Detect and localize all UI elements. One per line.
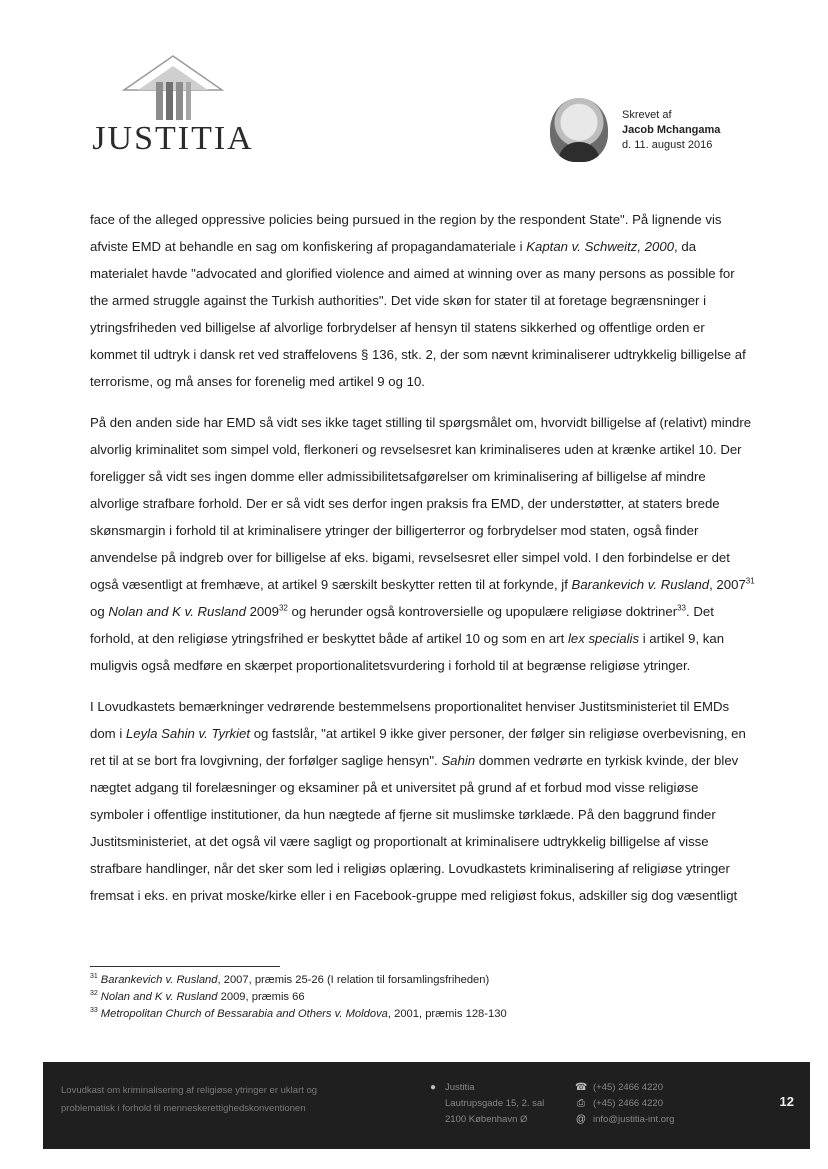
publish-date: d. 11. august 2016 <box>622 139 713 151</box>
lex-specialis-term: lex specialis <box>567 631 640 646</box>
footnote-ref[interactable]: 33 <box>677 603 687 613</box>
page-number: 12 <box>779 1094 794 1109</box>
article-body <box>90 206 755 923</box>
fax-number: (+45) 2466 4220 <box>593 1098 663 1109</box>
case-reference: Barankevich v. Rusland <box>571 577 710 592</box>
author-prefix: Skrevet af <box>622 109 672 121</box>
email-link[interactable]: info@justitia-int.org <box>593 1114 675 1125</box>
author-avatar <box>550 98 608 162</box>
logo-wordmark: JUSTITIA <box>92 120 254 157</box>
justitia-logo <box>88 52 258 162</box>
case-reference: Sahin <box>441 753 476 768</box>
footer-address: ● Justitia Lautrupsgade 15, 2. sal 2100 København Ø <box>427 1080 544 1128</box>
footnotes <box>90 972 755 1023</box>
footnote-divider <box>90 966 280 967</box>
case-reference: Kaptan v. Schweitz, 2000 <box>526 239 675 254</box>
footnote-31: $^{31}$ Barankevich v. Rusland, 2007, præmis 25-26 (I relation til forsamlingsfriheden) <box>90 973 490 986</box>
footnote-ref[interactable]: 31 <box>745 576 755 586</box>
fax-icon: ⎙ <box>577 1098 585 1109</box>
paragraph-3: I Lovudkastets bemærkninger vedrørende bestemmelsens proportionalitet henviser Justitsministeriet til EMDs dom i Leyla Sahin v. Tyrkiet og fastslår, "at artikel 9 ikke giver personer, der følger sin religiøse overbevisning, en ret til at se bort fra lovgivning, der forfølger saglige hensyn". Sahin dommen vedrørte en tyrkisk kvinde, der blev nægtet adgang til forelæsninger og eksaminer på et universitet på grund af et forbud mod visse religiøse symboler i offentlige institutioner, da hun nægtede af fjerne sit muslimske tørklæde. På den baggrund finder Justitsministeriet, at det også vil være sagligt og proportionalt at kriminalisere udtrykkelig billigelse af visse strafbare handlinger, når det sker som led i religiøs oplæring. Lovudkastets kriminalisering af religiøse ytringer fremsat i eks. en privat moske/kirke eller i en Facebook-gruppe med religiøst fokus, adskiller sig dog væsentligt <box>90 699 746 903</box>
phone-icon: ☎ <box>575 1082 588 1093</box>
footnote-32: $^{32}$ Nolan and K v. Rusland 2009, præmis 66 <box>90 990 305 1003</box>
footer-contact <box>575 1080 674 1128</box>
author-name: Jacob Mchangama <box>622 124 721 136</box>
case-reference: Nolan and K v. Rusland <box>108 604 246 619</box>
paragraph-1: face of the alleged oppressive policies being pursued in the region by the respondent State". På lignende vis afviste EMD at behandle en sag om konfiskering af propagandamateriale i Kaptan v. Schweitz, 2000, da materialet havde "advocated and glorified violence and aimed at winning over as many persons as possible for the armed struggle against the Turkish authorities". Det vide skøn for stater til at foretage begrænsninger i ytringsfriheden ved billigelse af alvorlige forbrydelser af hensyn til statens sikkerhed og offentlige orden er kommet til udtryk i dansk ret ved straffelovens § 136, stk. 2, der som nævnt kriminaliserer udtrykkelig billigelse af terrorisme, og må anses for forenelig med artikel 9 og 10. <box>90 212 746 389</box>
footnote-ref[interactable]: 32 <box>278 603 288 613</box>
email-icon: @ <box>575 1114 587 1125</box>
footnote-33: $^{33}$ Metropolitan Church of Bessarabia and Others v. Moldova, 2001, præmis 128-130 <box>90 1007 507 1020</box>
paragraph-2: På den anden side har EMD så vidt ses ikke taget stilling til spørgsmålet om, hvorvidt billigelse af (relativt) mindre alvorlig kriminalitet som simpel vold, flerkoneri og revselsesret kan kriminaliseres uden at krænke artikel 10. Der foreligger så vidt ses ingen domme eller admissibilitetsafgørelser om kriminalisering af billigelse af mindre alvorlige strafbare forhold. Der er så vidt ses derfor ingen praksis fra EMD, der understøtter, at staters brede skønsmargin i forhold til at kriminalisere ytringer der billigerterror og forbrydelser mod staten, også finder anvendelse på indgreb over for billigelse af eks. bigami, revselsesret eller simpel vold. I den forbindelse er det også væsentligt at fremhæve, at artikel 9 særskilt beskytter retten til at forkynde, jf Barankevich v. Rusland, 2007$^{31}$ og Nolan and K v. Rusland 2009$^{32}$ og herunder også kontroversielle og upopulære religiøse doktriner$^{33}$. Det forhold, at den religiøse ytringsfrihed er beskyttet både af artikel 10 og som en art lex specialis i artikel 9, kan muligvis også medføre en skærpet proportionalitetsvurdering i forhold til at begrænse religiøse ytringer. <box>90 415 755 673</box>
footer-article-title: Lovudkast om kriminalisering af religiøse ytringer er uklart og problematisk i forhold til menneskerettighedskonventionen <box>61 1085 318 1114</box>
pillar-emblem-icon <box>118 52 228 122</box>
location-pin-icon: ● <box>429 1082 437 1093</box>
case-reference: Leyla Sahin v. Tyrkiet <box>125 726 251 741</box>
author-block <box>550 98 780 168</box>
phone-number[interactable]: (+45) 2466 4220 <box>593 1082 663 1093</box>
page-footer <box>43 1062 810 1149</box>
